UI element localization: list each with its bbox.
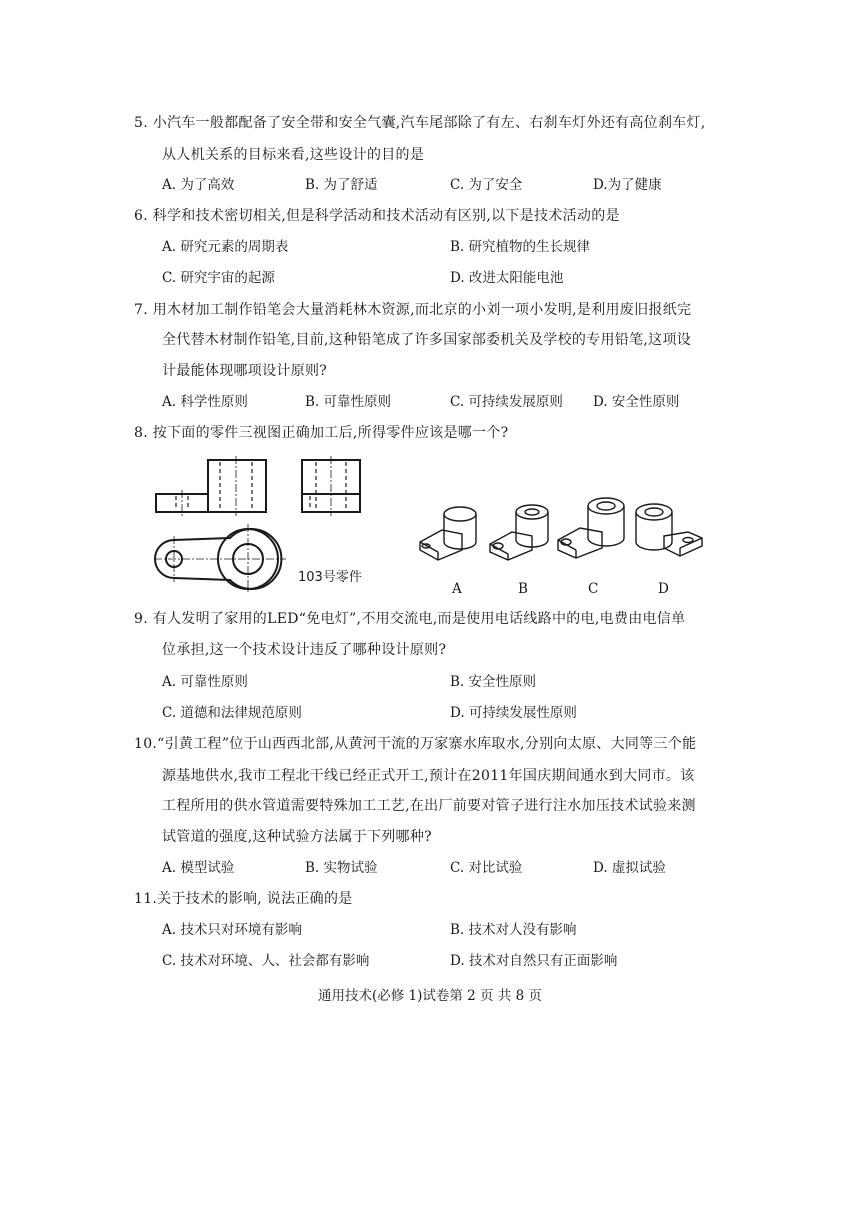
q5-option-d: D.为了健康 [593, 177, 662, 193]
figure-caption: 103号零件 [298, 570, 362, 585]
q6-option-b: B. 研究植物的生长规律 [450, 239, 591, 255]
q5-option-b: B. 为了舒适 [305, 177, 378, 193]
part-option-a-drawing [414, 498, 494, 564]
q7-option-c: C. 可持续发展原则 [450, 394, 563, 410]
q10-option-c: C. 对比试验 [450, 860, 523, 876]
q7-stem-line-3: 计最能体现哪项设计原则? [162, 363, 328, 379]
q8-stem-line-1: 8. 按下面的零件三视图正确加工后,所得零件应该是哪一个? [134, 425, 509, 441]
q6-option-c: C. 研究宇宙的起源 [162, 270, 275, 286]
q10-option-a: A. 模型试验 [162, 860, 235, 876]
q9-option-d: D. 可持续发展性原则 [450, 705, 577, 721]
q8-option-a: A [452, 581, 462, 597]
q5-option-c: C. 为了安全 [450, 177, 523, 193]
q11-option-d: D. 技术对自然只有正面影响 [450, 953, 618, 969]
q9-option-b: B. 安全性原则 [450, 674, 537, 690]
q10-stem-line-2: 源基地供水,我市工程北干线已经正式开工,预计在2011年国庆期间通水到大同市。该 [162, 768, 695, 784]
page-footer: 通用技术(必修 1)试卷第 2 页 共 8 页 [317, 988, 543, 1004]
q6-option-d: D. 改进太阳能电池 [450, 270, 564, 286]
q7-stem-line-2: 全代替木材制作铅笔,目前,这种铅笔成了许多国家部委机关及学校的专用铅笔,这项设 [162, 332, 692, 348]
q9-stem-line-1: 9. 有人发明了家用的LED“免电灯”,不用交流电,而是使用电话线路中的电,电费由电信单 [134, 611, 686, 627]
q10-stem-line-1: 10.“引黄工程”位于山西西北部,从黄河干流的万家寨水库取水,分别向太原、大同等三个能 [134, 736, 697, 752]
q8-option-b: B [518, 581, 528, 597]
q11-option-a: A. 技术只对环境有影响 [162, 922, 302, 938]
q6-stem-line-1: 6. 科学和技术密切相关,但是科学活动和技术活动有区别,以下是技术活动的是 [134, 208, 620, 224]
q11-option-c: C. 技术对环境、人、社会都有影响 [162, 953, 370, 969]
q8-option-d: D [658, 581, 669, 597]
q9-option-a: A. 可靠性原则 [162, 674, 248, 690]
q7-option-a: A. 科学性原则 [162, 394, 248, 410]
q5-stem-line-1: 5. 小汽车一般都配备了安全带和安全气囊,汽车尾部除了有左、右刹车灯外还有高位刹车灯, [134, 115, 706, 131]
q9-option-c: C. 道德和法律规范原则 [162, 705, 302, 721]
q10-option-d: D. 虚拟试验 [593, 860, 666, 876]
q10-stem-line-4: 试管道的强度,这种试验方法属于下列哪种? [162, 829, 432, 845]
q7-option-b: B. 可靠性原则 [305, 394, 392, 410]
q5-stem-line-2: 从人机关系的目标来看,这些设计的目的是 [162, 147, 425, 163]
q11-option-b: B. 技术对人没有影响 [450, 922, 577, 938]
q7-stem-line-1: 7. 用木材加工制作铅笔会大量消耗林木资源,而北京的小刘一项小发明,是利用废旧报纸完 [134, 302, 692, 318]
q6-option-a: A. 研究元素的周期表 [162, 239, 289, 255]
q11-stem-line-1: 11.关于技术的影响, 说法正确的是 [134, 891, 353, 907]
q5-option-a: A. 为了高效 [162, 177, 235, 193]
q10-stem-line-3: 工程所用的供水管道需要特殊加工工艺,在出厂前要对管子进行注水加压技术试验来测 [162, 798, 696, 814]
q7-option-d: D. 安全性原则 [593, 394, 680, 410]
q10-option-b: B. 实物试验 [305, 860, 378, 876]
q9-stem-line-2: 位承担,这一个技术设计违反了哪种设计原则? [162, 642, 447, 658]
q8-option-c: C [588, 581, 599, 597]
part-option-d-drawing [624, 494, 708, 564]
